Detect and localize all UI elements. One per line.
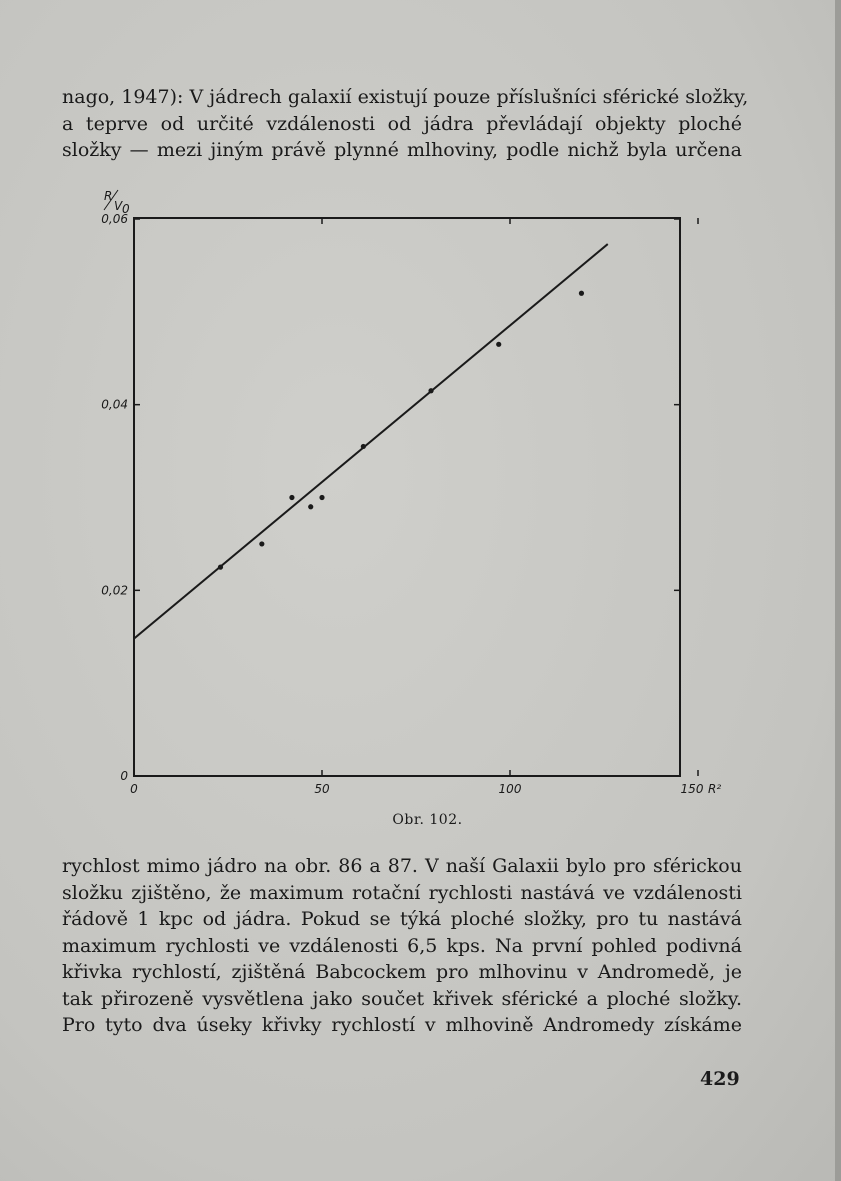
- y-tick-label: 0,06: [101, 212, 128, 226]
- data-point: [259, 541, 264, 546]
- text-line: řádově 1 kpc od jádra. Pokud se týká ploché složky, pro tu nastává: [62, 908, 742, 930]
- plot-frame: [134, 218, 680, 776]
- text-line: Pro tyto dva úseky křivky rychlostí v mlhovině Andromedy získáme: [62, 1014, 742, 1036]
- data-point: [289, 495, 294, 500]
- text-line: nago, 1947): V jádrech galaxií existují pouze příslušníci sférické složky,: [62, 86, 749, 108]
- text-line: složku zjištěno, že maximum rotační rychlosti nastává ve vzdálenosti: [62, 881, 742, 904]
- data-point: [218, 565, 223, 570]
- x-tick-label: 50: [314, 782, 330, 796]
- paragraph-bottom: [62, 853, 742, 1039]
- y-axis-label-subscript: 0: [122, 202, 130, 216]
- data-point: [308, 504, 313, 509]
- y-axis-label-numerator: R: [104, 189, 113, 203]
- text-line: složky — mezi jiným právě plynné mlhoviny, podle nichž byla určena: [62, 139, 742, 161]
- text-line: rychlost mimo jádro na obr. 86 a 87. V naší Galaxii bylo pro sférickou: [62, 855, 742, 877]
- data-point: [496, 342, 501, 347]
- x-axis-label: R²: [708, 782, 722, 796]
- text-line: křivka rychlostí, zjištěná Babcockem pro mlhovinu v Andromedě, je: [62, 961, 742, 983]
- y-tick-label: 0: [120, 769, 128, 783]
- y-tick-label: 0,02: [101, 583, 128, 598]
- x-tick-label: 100: [498, 782, 522, 796]
- data-point: [361, 444, 366, 449]
- y-axis-label-denominator: V: [114, 199, 123, 213]
- fit-line: [134, 244, 608, 639]
- text-line: maximum rychlosti ve vzdálenosti 6,5 kps. Na první pohled podivná: [62, 934, 742, 957]
- x-tick-label: 150: [680, 782, 704, 796]
- data-point: [428, 388, 433, 393]
- data-point: [319, 495, 324, 500]
- figure-caption: Obr. 102.: [392, 812, 463, 828]
- data-point: [579, 291, 584, 296]
- y-tick-label: 0,04: [101, 397, 128, 412]
- x-tick-label: 0: [130, 782, 138, 796]
- text-line: a teprve od určité vzdálenosti od jádra převládají objekty ploché: [62, 112, 742, 135]
- page-number: 429: [700, 1068, 740, 1090]
- text-line: tak přirozeně vysvětlena jako součet křivek sférické a ploché složky.: [62, 987, 742, 1010]
